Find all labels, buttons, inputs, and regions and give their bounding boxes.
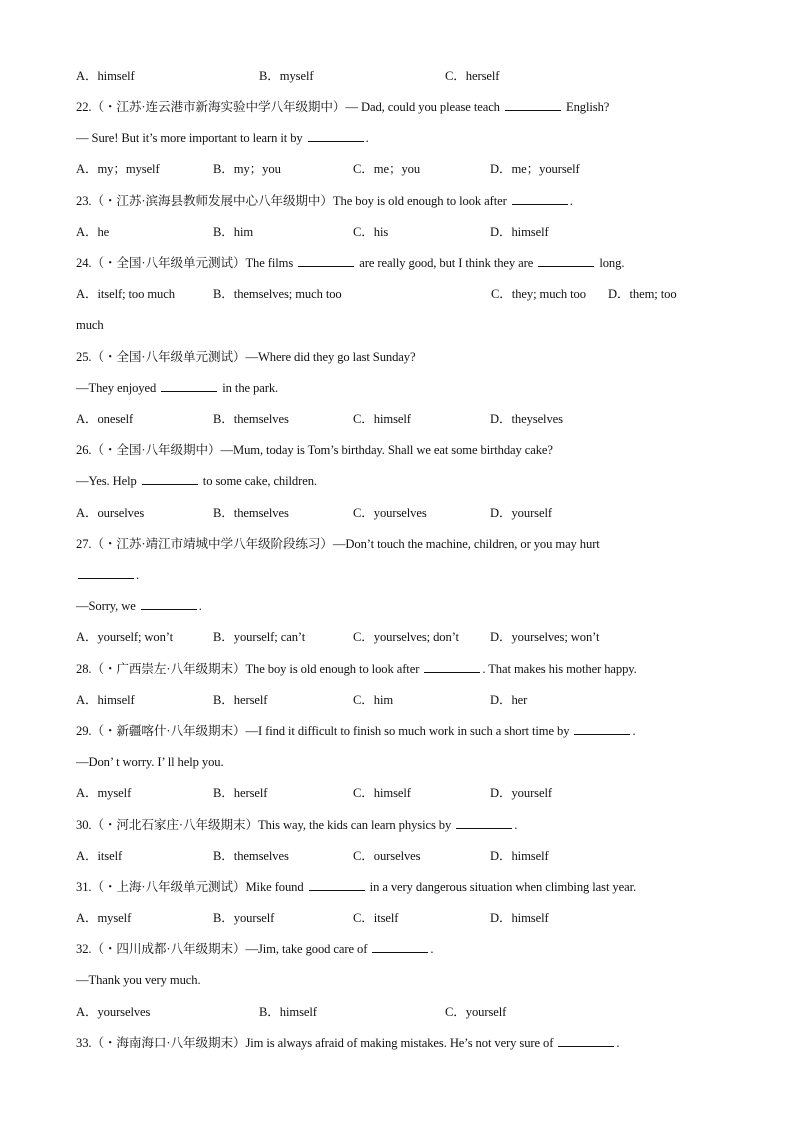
answer-blank xyxy=(161,380,217,392)
answer-option: C．himself xyxy=(353,786,411,800)
question-line xyxy=(76,817,734,833)
question-line xyxy=(76,941,734,957)
answer-option: B．my；you xyxy=(213,162,281,176)
answer-blank xyxy=(298,255,354,267)
answer-blank xyxy=(505,99,561,111)
question-line xyxy=(76,349,734,365)
question-text: . xyxy=(430,942,434,956)
question-line xyxy=(76,661,734,677)
answer-option: C．himself xyxy=(353,412,411,426)
question-text: 31.（・上海·八年级单元测试）Mike found xyxy=(76,880,307,894)
answer-blank xyxy=(141,598,197,610)
answer-options xyxy=(76,68,734,84)
question-text: 32.（・四川成都·八年级期末）—Jim, take good care of xyxy=(76,942,371,956)
answer-option: D．her xyxy=(490,693,528,707)
answer-option: A．ourselves xyxy=(76,506,145,520)
question-text: English? xyxy=(562,100,610,114)
question-line xyxy=(76,317,734,333)
question-line xyxy=(76,380,734,396)
answer-option: B．herself xyxy=(213,786,268,800)
question-line xyxy=(76,567,734,583)
answer-options xyxy=(76,629,734,645)
answer-options xyxy=(76,692,734,708)
answer-option: A．himself xyxy=(76,69,135,83)
answer-option: A．my；myself xyxy=(76,162,160,176)
question-line xyxy=(76,1035,734,1051)
answer-option: B．yourself; can’t xyxy=(213,630,306,644)
answer-option: B．herself xyxy=(213,693,268,707)
question-text: 30.（・河北石家庄·八年级期末）This way, the kids can learn physics by xyxy=(76,818,455,832)
question-text: . xyxy=(198,599,202,613)
answer-blank xyxy=(538,255,594,267)
answer-options xyxy=(76,1004,734,1020)
question-line xyxy=(76,723,734,739)
question-text: . xyxy=(136,568,140,582)
question-text: to some cake, children. xyxy=(199,474,317,488)
answer-option: A．itself xyxy=(76,849,123,863)
answer-option: C．itself xyxy=(353,911,399,925)
answer-option: D．himself xyxy=(490,911,549,925)
answer-blank xyxy=(456,817,512,829)
answer-option: B．myself xyxy=(259,69,314,83)
question-text: — Sure! But it’s more important to learn it by xyxy=(76,131,306,145)
question-text: in the park. xyxy=(219,381,279,395)
question-text: —They enjoyed xyxy=(76,381,160,395)
question-text: —Thank you very much. xyxy=(76,973,201,987)
question-text: 23.（・江苏·滨海县教师发展中心八年级期中）The boy is old enough to look after xyxy=(76,194,510,208)
answer-blank xyxy=(424,661,480,673)
answer-options xyxy=(76,848,734,864)
answer-option: D．yourself xyxy=(490,786,552,800)
answer-blank xyxy=(78,567,134,579)
question-text: . That makes his mother happy. xyxy=(482,662,637,676)
question-text: —Don’ t worry. I’ ll help you. xyxy=(76,755,224,769)
answer-option: B．themselves xyxy=(213,506,289,520)
question-line xyxy=(76,879,734,895)
question-text: 24.（・全国·八年级单元测试）The films xyxy=(76,256,297,270)
answer-option: A．yourselves xyxy=(76,1005,151,1019)
question-text: 27.（・江苏·靖江市靖城中学八年级阶段练习）—Don’t touch the machine, children, or you may hurt xyxy=(76,537,600,551)
answer-options xyxy=(76,785,734,801)
answer-option: A．oneself xyxy=(76,412,134,426)
answer-option: D．yourself xyxy=(490,506,552,520)
answer-option: C．yourselves; don’t xyxy=(353,630,459,644)
answer-blank xyxy=(512,193,568,205)
answer-option: A．himself xyxy=(76,693,135,707)
question-text: —Sorry, we xyxy=(76,599,139,613)
question-text: . xyxy=(616,1036,620,1050)
question-text: 33.（・海南海口·八年级期末）Jim is always afraid of making mistakes. He’s not very sure of xyxy=(76,1036,557,1050)
question-text: much xyxy=(76,318,104,332)
answer-options xyxy=(76,505,734,521)
answer-options xyxy=(76,286,734,302)
question-text: 29.（・新疆喀什·八年级期末）—I find it difficult to finish so much work in such a short time by xyxy=(76,724,573,738)
answer-options xyxy=(76,411,734,427)
question-line xyxy=(76,754,734,770)
question-line xyxy=(76,193,734,209)
answer-option: B．themselves xyxy=(213,412,289,426)
question-text: in a very dangerous situation when climbing last year. xyxy=(366,880,637,894)
answer-option: B．themselves; much too xyxy=(213,287,342,301)
answer-option: C．him xyxy=(353,693,394,707)
answer-blank xyxy=(372,941,428,953)
answer-blank xyxy=(142,473,198,485)
answer-options xyxy=(76,161,734,177)
question-text: are really good, but I think they are xyxy=(356,256,537,270)
answer-option: C．yourself xyxy=(445,1005,507,1019)
answer-options xyxy=(76,224,734,240)
answer-blank xyxy=(558,1035,614,1047)
answer-option: B．him xyxy=(213,225,254,239)
answer-option: D．yourselves; won’t xyxy=(490,630,600,644)
answer-blank xyxy=(574,723,630,735)
question-line xyxy=(76,442,734,458)
question-text: . xyxy=(365,131,369,145)
answer-option: A．itself; too much xyxy=(76,287,175,301)
answer-option: D．theyselves xyxy=(490,412,563,426)
question-line xyxy=(76,99,734,115)
question-line xyxy=(76,255,734,271)
question-text: long. xyxy=(596,256,625,270)
question-line xyxy=(76,130,734,146)
answer-option: A．yourself; won’t xyxy=(76,630,174,644)
question-line xyxy=(76,536,734,552)
question-line xyxy=(76,473,734,489)
question-text: . xyxy=(569,194,573,208)
answer-option: A．myself xyxy=(76,786,132,800)
question-line xyxy=(76,598,734,614)
question-text: 26.（・全国·八年级期中）—Mum, today is Tom’s birthday. Shall we eat some birthday cake? xyxy=(76,443,553,457)
answer-option: D．himself xyxy=(490,225,549,239)
answer-option: B．yourself xyxy=(213,911,275,925)
answer-option: B．himself xyxy=(259,1005,317,1019)
question-text: 28.（・广西崇左·八年级期末）The boy is old enough to look after xyxy=(76,662,423,676)
answer-options xyxy=(76,910,734,926)
question-line xyxy=(76,972,734,988)
answer-option: D．me；yourself xyxy=(490,162,580,176)
question-text: 25.（・全国·八年级单元测试）—Where did they go last Sunday? xyxy=(76,350,416,364)
question-text: . xyxy=(514,818,518,832)
question-text: —Yes. Help xyxy=(76,474,140,488)
answer-option: C．yourselves xyxy=(353,506,427,520)
answer-option: C．herself xyxy=(445,69,500,83)
answer-blank xyxy=(308,130,364,142)
answer-option: C．his xyxy=(353,225,389,239)
answer-option: D．them; too xyxy=(608,287,677,301)
answer-option: C．ourselves xyxy=(353,849,421,863)
question-text: . xyxy=(632,724,636,738)
answer-option: B．themselves xyxy=(213,849,289,863)
answer-option: A．he xyxy=(76,225,110,239)
answer-option: C．me；you xyxy=(353,162,421,176)
question-text: 22.（・江苏·连云港市新海实验中学八年级期中）— Dad, could you please teach xyxy=(76,100,503,114)
answer-option: D．himself xyxy=(490,849,549,863)
answer-option: A．myself xyxy=(76,911,132,925)
answer-option: C．they; much too xyxy=(491,287,586,301)
answer-blank xyxy=(309,879,365,891)
